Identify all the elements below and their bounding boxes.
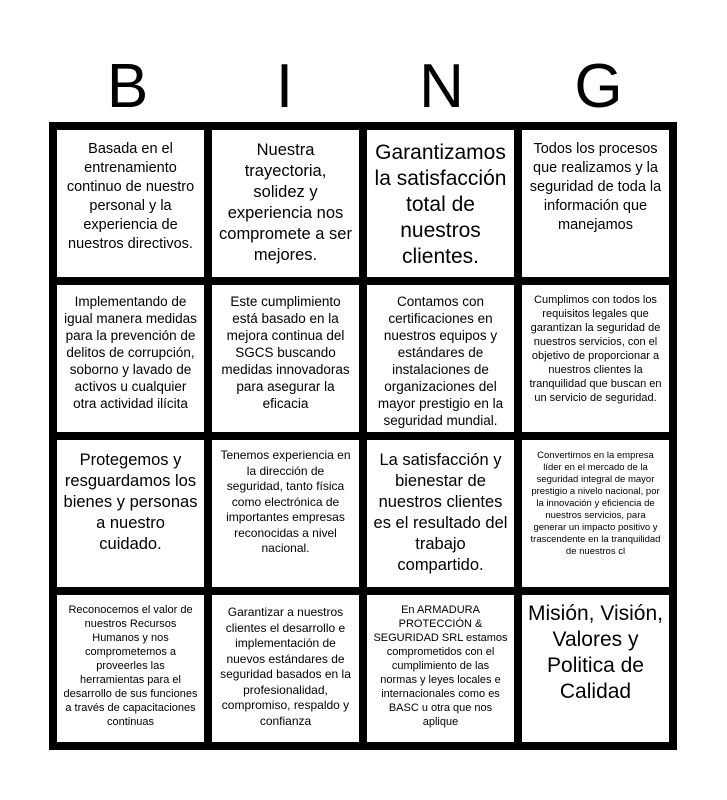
- cell-text: Protegemos y resguardamos los bienes y personas a nuestro cuidado.: [63, 451, 198, 553]
- cell-text: Garantizar a nuestros clientes el desarrollo e implementación de nuevos estándares de seguridad basados en la profesionalidad, compromiso, respaldo y confianza: [220, 605, 351, 728]
- cell-text: Tenemos experiencia en la dirección de seguridad, tanto física como electrónica de importantes empresas reconocidas a nivel nacional.: [220, 448, 351, 555]
- bingo-cell[interactable]: [212, 285, 359, 432]
- bingo-cell[interactable]: [367, 595, 514, 742]
- bingo-cell[interactable]: [57, 285, 204, 432]
- bingo-header: [49, 52, 677, 122]
- cell-text: En ARMADURA PROTECCIÓN & SEGURIDAD SRL estamos comprometidos con el cumplimiento de las normas y leyes locales e internacionales como es BASC u otra que nos aplique: [373, 604, 508, 728]
- cell-text: Garantizamos la satisfacción total de nuestros clientes.: [374, 141, 507, 268]
- cell-text: Basada en el entrenamiento continuo de nuestro personal y la experiencia de nuestros directivos.: [66, 141, 195, 252]
- bingo-cell[interactable]: [367, 285, 514, 432]
- header-letter-n: N: [419, 52, 464, 121]
- cell-text: Reconocemos el valor de nuestros Recursos Humanos y nos comprometemos a proveerles las herramientas para el desarrollo de sus funciones a través de capacitaciones continuas: [63, 604, 198, 728]
- cell-text: Misión, Visión, Valores y Politica de Calidad: [528, 602, 664, 703]
- bingo-cell[interactable]: [367, 130, 514, 277]
- bingo-cell[interactable]: [212, 595, 359, 742]
- header-letter-i: I: [275, 52, 294, 121]
- cell-text: Convertirnos en la empresa líder en el mercado de la seguridad integral de mayor prestigio a nivelo nacional, por la innovación y eficiencia de nuestros servicios, para generar un impacto positivo y trascendente en la tranquilidad de nuestros cl: [530, 450, 661, 557]
- bingo-board: [49, 122, 677, 750]
- cell-text: Cumplimos con todos los requisitos legales que garantizan la seguridad de nuestros servicios, con el objetivo de proporcionar a nuestros clientes la tranquilidad que buscan en un servicio de seguridad.: [529, 294, 662, 404]
- bingo-cell[interactable]: [57, 130, 204, 277]
- cell-text: Nuestra trayectoria, solidez y experiencia nos compromete a ser mejores.: [219, 141, 352, 264]
- bingo-cell[interactable]: [522, 595, 669, 742]
- bingo-cell[interactable]: [522, 285, 669, 432]
- cell-text: Este cumplimiento está basado en la mejora continua del SGCS buscando medidas innovadoras para asegurar la eficacia: [221, 294, 350, 411]
- bingo-cell[interactable]: [522, 440, 669, 587]
- cell-text: Todos los procesos que realizamos y la seguridad de toda la información que manejamos: [529, 141, 662, 233]
- header-letter-b: B: [106, 52, 149, 121]
- bingo-cell[interactable]: [57, 440, 204, 587]
- bingo-cell[interactable]: [212, 130, 359, 277]
- bingo-cell[interactable]: [57, 595, 204, 742]
- header-letter-g: G: [574, 52, 623, 121]
- bingo-cell[interactable]: [367, 440, 514, 587]
- bingo-cell[interactable]: [522, 130, 669, 277]
- cell-text: La satisfacción y bienestar de nuestros clientes es el resultado del trabajo compartido.: [373, 451, 508, 574]
- cell-text: Contamos con certificaciones en nuestros equipos y estándares de instalaciones de organizaciones del mayor prestigio en la seguridad mundial.: [377, 294, 504, 428]
- bingo-cell[interactable]: [212, 440, 359, 587]
- cell-text: Implementando de igual manera medidas para la prevención de delitos de corrupción, soborno y lavado de activos u cualquier otra actividad ilícita: [64, 294, 197, 411]
